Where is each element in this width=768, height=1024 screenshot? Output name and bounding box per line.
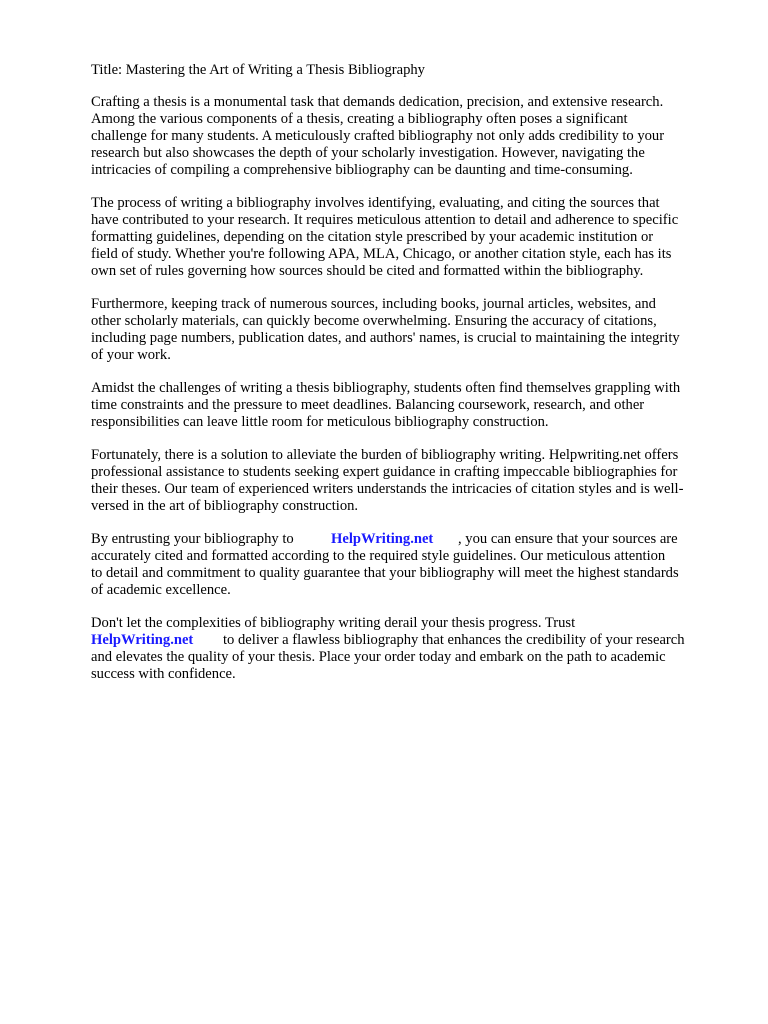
paragraph-7-line-1: Don't let the complexities of bibliography writing derail your thesis progress. Trust (91, 615, 576, 631)
paragraph-7-line-2-end: to deliver a flawless bibliography that enhances the credibility of your research (223, 632, 685, 648)
paragraph-5-line-4: versed in the art of bibliography construction. (91, 498, 359, 514)
helpwriting-link[interactable]: HelpWriting.net (91, 632, 194, 648)
paragraph-4-line-2: time constraints and the pressure to meet deadlines. Balancing coursework, research, and other (91, 397, 645, 413)
paragraph-5-line-3: their theses. Our team of experienced writers understands the intricacies of citation styles and is well- (91, 481, 684, 497)
paragraph-6-line-1-end: , you can ensure that your sources are (458, 531, 678, 547)
paragraph-6-line-2: accurately cited and formatted according to the required style guidelines. Our meticulous attention (91, 548, 666, 564)
paragraph-1-line-2: Among the various components of a thesis, creating a bibliography often poses a significant (91, 111, 628, 127)
paragraph-1-line-4: research but also showcases the depth of your scholarly investigation. However, navigating the (91, 145, 645, 161)
paragraph-2-line-1: The process of writing a bibliography involves identifying, evaluating, and citing the sources that (91, 195, 660, 211)
paragraph-1-line-1: Crafting a thesis is a monumental task that demands dedication, precision, and extensive research. (91, 94, 664, 110)
paragraph-6-line-3: to detail and commitment to quality guarantee that your bibliography will meet the highest standards (91, 565, 679, 581)
paragraph-6-line-1-start: By entrusting your bibliography to (91, 531, 294, 547)
paragraph-3-line-1: Furthermore, keeping track of numerous sources, including books, journal articles, websites, and (91, 296, 656, 312)
paragraph-7-line-4: success with confidence. (91, 666, 236, 682)
paragraph-1-line-5: intricacies of compiling a comprehensive bibliography can be daunting and time-consuming. (91, 162, 633, 178)
paragraph-2-line-4: field of study. Whether you're following APA, MLA, Chicago, or another citation style, each has its (91, 246, 672, 262)
paragraph-5-line-2: professional assistance to students seeking expert guidance in crafting impeccable bibliographies for (91, 464, 678, 480)
paragraph-2-line-3: formatting guidelines, depending on the citation style prescribed by your academic institution or (91, 229, 654, 245)
paragraph-1-line-3: challenge for many students. A meticulously crafted bibliography not only adds credibility to your (91, 128, 665, 144)
paragraph-3-line-3: including page numbers, publication dates, and authors' names, is crucial to maintaining the integrity (91, 330, 680, 346)
paragraph-5-line-1: Fortunately, there is a solution to alleviate the burden of bibliography writing. Helpwriting.net offers (91, 447, 679, 463)
paragraph-6-line-4: of academic excellence. (91, 582, 231, 598)
paragraph-2-line-5: own set of rules governing how sources should be cited and formatted within the bibliography. (91, 263, 644, 279)
document-title: Title: Mastering the Art of Writing a Thesis Bibliography (91, 62, 425, 78)
paragraph-7-line-3: and elevates the quality of your thesis. Place your order today and embark on the path to academic (91, 649, 666, 665)
paragraph-4-line-1: Amidst the challenges of writing a thesis bibliography, students often find themselves grappling with (91, 380, 681, 396)
paragraph-3-line-4: of your work. (91, 347, 171, 363)
helpwriting-link[interactable]: HelpWriting.net (331, 531, 434, 547)
paragraph-4-line-3: responsibilities can leave little room for meticulous bibliography construction. (91, 414, 549, 430)
paragraph-2-line-2: have contributed to your research. It requires meticulous attention to detail and adherence to specific (91, 212, 679, 228)
paragraph-3-line-2: other scholarly materials, can quickly become overwhelming. Ensuring the accuracy of citations, (91, 313, 657, 329)
